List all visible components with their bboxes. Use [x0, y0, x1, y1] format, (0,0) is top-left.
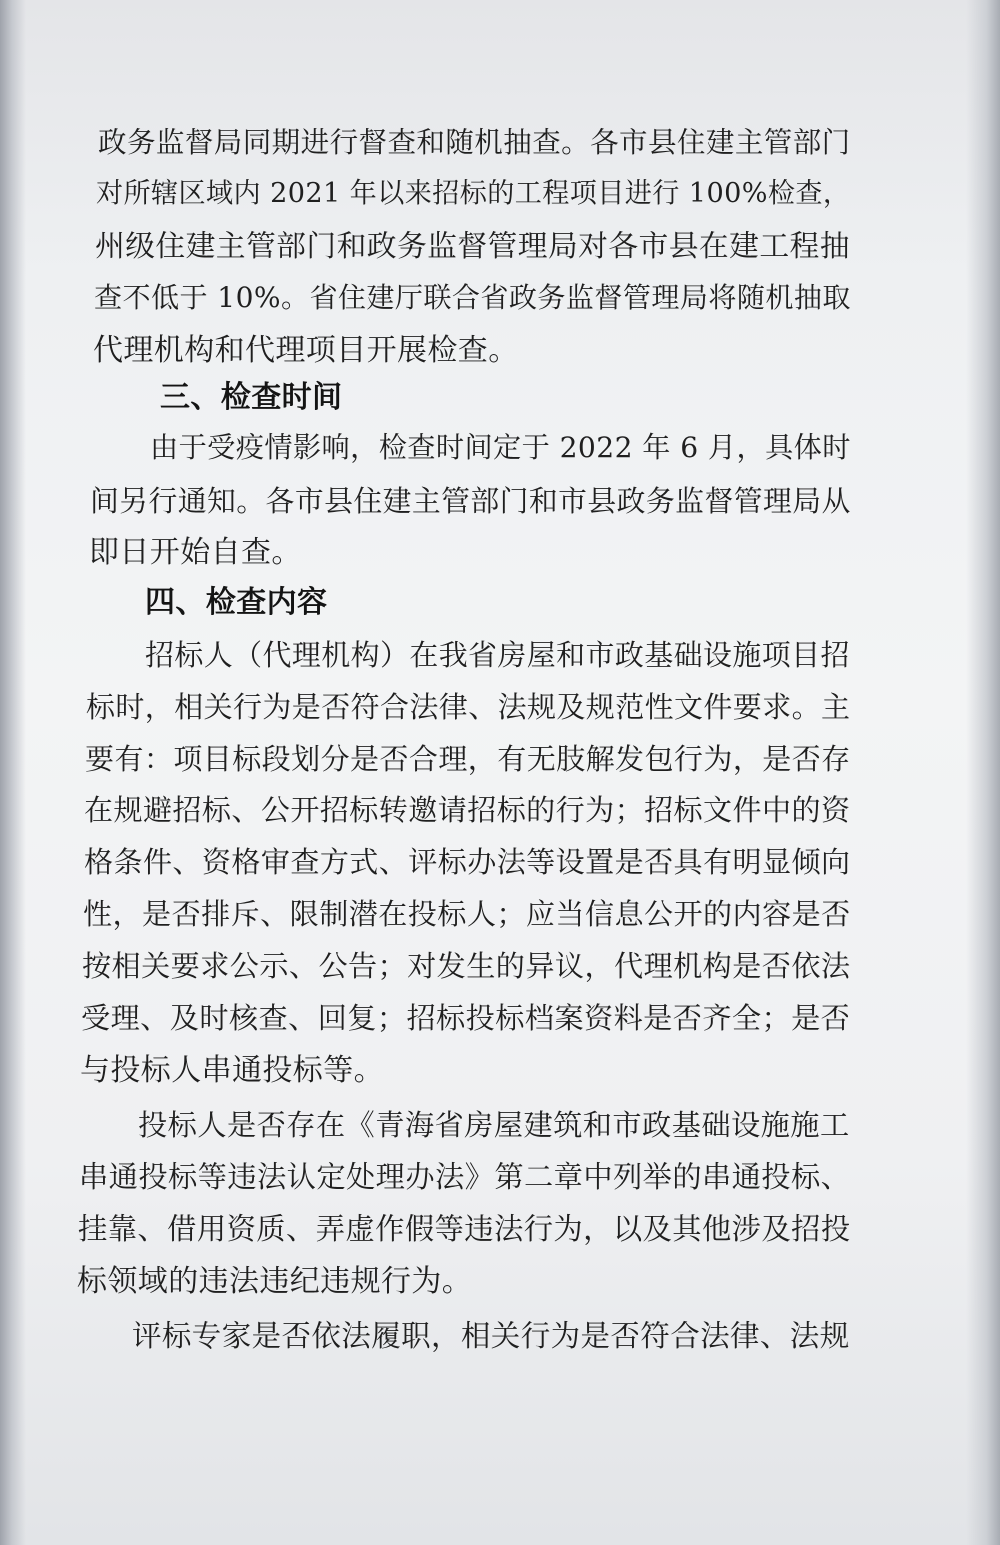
text-line: 招标人（代理机构）在我省房屋和市政基础设施项目招 [145, 638, 850, 672]
text-line: 要有：项目标段划分是否合理，有无肢解发包行为，是否存 [85, 742, 851, 776]
text-line: 代理机构和代理项目开展检查。 [93, 333, 519, 368]
text-line: 在规避招标、公开招标转邀请招标的行为；招标文件中的资 [84, 793, 851, 827]
text-line: 串通投标等违法认定处理办法》第二章中列举的串通投标、 [79, 1160, 851, 1194]
page-edge-shadow-left [0, 0, 26, 1545]
page-edge-shadow-right [966, 0, 1000, 1545]
section-heading: 三、检查时间 [160, 380, 343, 415]
text-line: 受理、及时核查、回复；招标投标档案资料是否齐全；是否 [81, 1001, 851, 1035]
section-heading: 四、检查内容 [145, 585, 328, 620]
text-line: 挂靠、借用资质、弄虚作假等违法行为，以及其他涉及招投 [78, 1212, 851, 1246]
text-line: 性，是否排斥、限制潜在投标人；应当信息公开的内容是否 [83, 897, 851, 931]
text-line: 与投标人串通投标等。 [80, 1053, 384, 1088]
text-line: 格条件、资格审查方式、评标办法等设置是否具有明显倾向 [84, 845, 851, 879]
text-line: 州级住建主管部门和政务监督管理局对各市县在建工程抽 [95, 229, 850, 264]
text-line: 政务监督局同期进行督查和随机抽查。各市县住建主管部门 [98, 125, 851, 159]
text-line: 标领域的违法违纪违规行为。 [77, 1264, 473, 1299]
text-line: 即日开始自查。 [89, 535, 302, 570]
text-line: 评标专家是否依法履职，相关行为是否符合法律、法规 [132, 1319, 850, 1353]
text-line: 按相关要求公示、公告；对发生的异议，代理机构是否依法 [82, 949, 851, 983]
text-line: 投标人是否存在《青海省房屋建筑和市政基础设施施工 [138, 1108, 850, 1142]
text-line: 标时，相关行为是否符合法律、法规及规范性文件要求。主 [86, 690, 851, 724]
text-line: 查不低于 10%。省住建厅联合省政务监督管理局将随机抽取 [94, 281, 851, 314]
text-line: 间另行通知。各市县住建主管部门和市县政务监督管理局从 [90, 484, 851, 518]
text-line: 对所辖区域内 2021 年以来招标的工程项目进行 100%检查， [96, 178, 851, 209]
text-line: 由于受疫情影响，检查时间定于 2022 年 6 月，具体时 [150, 431, 851, 464]
